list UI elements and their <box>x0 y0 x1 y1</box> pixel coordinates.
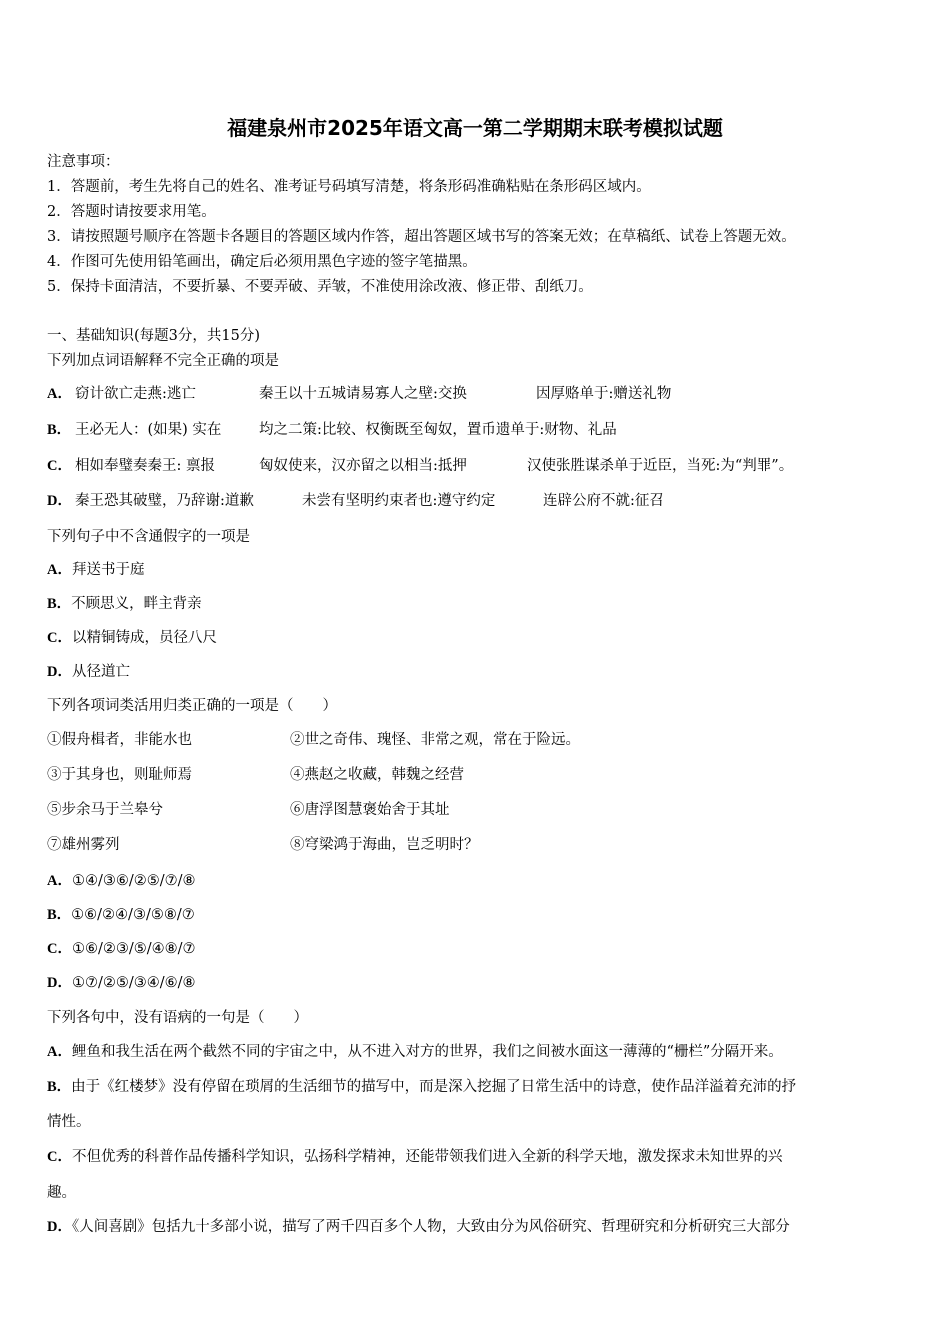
option-row <box>47 662 130 682</box>
option-letter: B． <box>47 422 72 438</box>
option-text-continued: 情性。 <box>47 1114 91 1130</box>
item-text: ⑤步余马于兰皋兮 <box>47 802 163 818</box>
option-letter: B． <box>47 907 72 923</box>
option-text: ①⑥/②③/⑤/④⑧/⑦ <box>71 941 196 957</box>
option-letter: B． <box>47 1079 72 1095</box>
item-text: ⑦雄州雾列 <box>47 837 120 853</box>
option-label <box>47 456 72 476</box>
page-title: 福建泉州市2025年语文高一第二学期期末联考模拟试题 <box>227 116 723 140</box>
option-letter: B． <box>47 596 72 612</box>
notice-heading: 注意事项： <box>47 154 120 170</box>
option-text: 以精铜铸成，员径八尺 <box>71 630 217 646</box>
option-part: 王必无人：(如果) 实在 <box>75 422 222 438</box>
option-label <box>47 491 72 511</box>
option-part: 相如奉璧奏秦王: 禀报 <box>75 458 215 474</box>
option-row <box>47 1042 783 1062</box>
item-text: ④燕赵之收藏，韩魏之经营 <box>290 767 464 783</box>
option-text: 拜送书于庭 <box>71 562 145 578</box>
option-part: 秦王以十五城请易寡人之壁:交换 <box>259 386 467 402</box>
notice-item: 3．请按照题号顺序在答题卡各题目的答题区域内作答，超出答题区域书写的答案无效；在草稿纸、试卷上答题无效。 <box>47 229 796 245</box>
option-part: 秦王恐其破璧，乃辞谢:道歉 <box>75 493 254 509</box>
option-row <box>47 1147 782 1167</box>
notice-item: 5．保持卡面清洁，不要折暴、不要弄破、弄皱，不准使用涂改液、修正带、刮纸刀。 <box>47 279 593 295</box>
option-letter: D． <box>47 493 72 509</box>
item-text: ③于其身也，则耻师焉 <box>47 767 192 783</box>
option-part: 窃计欲亡走燕:逃亡 <box>75 386 196 402</box>
option-letter: D． <box>47 1219 72 1235</box>
question-stem: 下列加点词语解释不完全正确的项是 <box>47 353 279 369</box>
option-letter: A． <box>47 386 72 402</box>
option-part: 汉使张胜谋杀单于近臣，当死:为“判罪”。 <box>527 458 794 474</box>
section-heading: 一、基础知识(每题3分，共15分) <box>47 328 260 344</box>
option-part: 均之二策:比较、权衡既至匈奴，置币遗单于:财物、礼品 <box>259 422 617 438</box>
option-letter: D． <box>47 664 72 680</box>
option-text: 《人间喜剧》包括九十多部小说，描写了两千四百多个人物，大致由分为风俗研究、哲理研究和分析研究三大部分 <box>71 1219 790 1235</box>
option-letter: A． <box>47 873 72 889</box>
option-part: 连辟公府不就:征召 <box>543 493 664 509</box>
option-letter: C． <box>47 941 72 957</box>
option-row <box>47 1217 790 1237</box>
notice-item: 2．答题时请按要求用笔。 <box>47 204 216 220</box>
option-letter: C． <box>47 458 72 474</box>
option-text: 从径道亡 <box>71 664 130 680</box>
option-row <box>47 560 144 580</box>
option-row <box>47 594 202 614</box>
option-part: 匈奴使来，汉亦留之以相当:抵押 <box>259 458 467 474</box>
option-label <box>47 420 71 440</box>
option-text-continued: 趣。 <box>47 1185 76 1201</box>
option-row <box>47 628 217 648</box>
item-text: ②世之奇伟、瑰怪、非常之观，常在于险远。 <box>290 732 580 748</box>
option-text: ①⑥/②④/③/⑤⑧/⑦ <box>71 907 195 923</box>
question-stem: 下列句子中不含通假字的一项是 <box>47 529 250 545</box>
option-text: 不但优秀的科普作品传播科学知识，弘扬科学精神，还能带领我们进入全新的科学天地，激发探求未知世界的兴 <box>71 1149 783 1165</box>
option-letter: A． <box>47 1044 72 1060</box>
option-text: 不顾思义，畔主背亲 <box>71 596 202 612</box>
option-row <box>47 871 196 891</box>
option-text: 由于《红楼梦》没有停留在琐屑的生活细节的描写中，而是深入挖掘了日常生活中的诗意，使作品洋溢着充沛的抒 <box>71 1079 797 1095</box>
notice-item: 4．作图可先使用铅笔画出，确定后必须用黑色字迹的签字笔描黑。 <box>47 254 477 270</box>
option-letter: A． <box>47 562 72 578</box>
option-text: ①④/③⑥/②⑤/⑦/⑧ <box>71 873 196 889</box>
question-stem: 下列各项词类活用归类正确的一项是（ ） <box>47 698 337 714</box>
option-row <box>47 973 196 993</box>
option-part: 因厚赂单于:赠送礼物 <box>536 386 672 402</box>
option-letter: C． <box>47 1149 72 1165</box>
option-part: 未尝有坚明约束者也:遵守约定 <box>302 493 496 509</box>
option-letter: C． <box>47 630 72 646</box>
option-text: ①⑦/②⑤/③④/⑥/⑧ <box>71 975 196 991</box>
question-stem: 下列各句中，没有语病的一句是（ ） <box>47 1010 308 1026</box>
option-row <box>47 1077 796 1097</box>
option-letter: D． <box>47 975 72 991</box>
item-text: ⑥唐浮图慧褒始舍于其址 <box>290 802 450 818</box>
option-row <box>47 905 195 925</box>
option-label <box>47 384 72 404</box>
option-row <box>47 939 196 959</box>
item-text: ①假舟楫者，非能水也 <box>47 732 192 748</box>
notice-item: 1．答题前，考生先将自己的姓名、准考证号码填写清楚，将条形码准确粘贴在条形码区域内。 <box>47 179 651 195</box>
item-text: ⑧穹梁鸿于海曲，岂乏明时？ <box>290 837 479 853</box>
option-text: 鲤鱼和我生活在两个截然不同的宇宙之中，从不进入对方的世界，我们之间被水面这一薄薄的“栅栏”分隔开来。 <box>71 1044 783 1060</box>
